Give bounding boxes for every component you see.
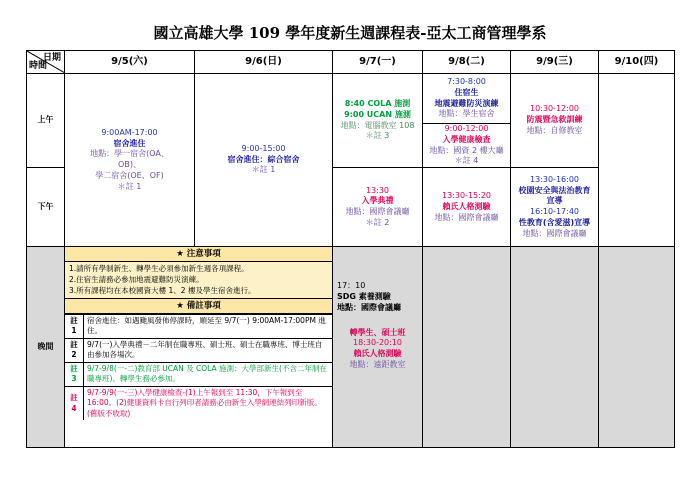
- d98-am2-note: ＊註 4: [454, 156, 479, 166]
- remarks-header: ★ 備註事項: [65, 298, 332, 314]
- notices-list: [65, 262, 332, 298]
- remark-row-2: [65, 338, 332, 362]
- d97-am-loc: 地點：電腦教室 108: [340, 120, 415, 130]
- cell-98-am1: [423, 74, 511, 124]
- d97-am-l2: 9:00 UCAN 施測: [344, 109, 411, 119]
- remark-row-1: [65, 314, 332, 338]
- d98-am1-event2: 地震避難防災演練: [434, 98, 499, 108]
- remark-key-2: 註2: [65, 338, 84, 362]
- cell-99-eve: [511, 247, 599, 448]
- d97-pm-loc: 地點：國際會議廳: [345, 207, 410, 217]
- cell-98-am2: [423, 124, 511, 168]
- cell-96-dorm: [195, 74, 333, 247]
- d96-event: 宿舍進住：綜合宿舍: [227, 154, 300, 164]
- d99-pm-event1b: 宣導: [546, 196, 563, 206]
- d97-pm-time: 13:30: [365, 185, 390, 195]
- d99-am-event: 防震暨急救訓練: [526, 115, 583, 125]
- row-label-morning: 上午: [27, 74, 65, 168]
- day-header-0: 9/5(六): [65, 51, 195, 74]
- d99-pm-loc: 地點：國際會議廳: [522, 228, 587, 238]
- d97-eve-loc: 地點：國際會議廳: [337, 302, 401, 312]
- notice-item-1: 1.請所有學制新生、轉學生必須參加新生週各項課程。: [69, 264, 249, 274]
- cell-97-eve: [333, 247, 423, 448]
- d99-pm-event1: 校園安全與法治教育: [518, 185, 591, 195]
- header-row: [27, 51, 675, 74]
- d95-loc3: 學二宿舍(OE、OF): [95, 170, 164, 180]
- day-header-5: 9/10(四): [599, 51, 675, 74]
- cell-95-dorm: [65, 74, 195, 247]
- d97-eve-event: SDG 素養測驗: [337, 291, 391, 301]
- remark-text-2: 9/7(一)入學典禮－二年制在職專班、碩士班、碩士在職專班、博士班自由參加各場次。: [84, 338, 333, 362]
- d97-eve-time: 17：10: [337, 281, 366, 291]
- cell-97-pm: [333, 168, 423, 247]
- d95-time: 9:00AM-17:00: [101, 127, 158, 137]
- corner-cell: [27, 51, 65, 74]
- d98-am1-time: 7:30-8:00: [447, 76, 486, 86]
- d99-am-loc: 地點：自修教室: [526, 125, 583, 135]
- day-header-4: 9/9(三): [511, 51, 599, 74]
- d99-pm-time1: 13:30-16:00: [530, 174, 579, 184]
- d97-am-l1: 8:40 COLA 施測: [344, 99, 411, 108]
- d97-eve-event3: 賴氏人格測驗: [353, 349, 402, 359]
- notice-item-2: 2.住宿生請務必參加地震避難防災演練。: [69, 275, 204, 285]
- d98-am1-loc: 地點：學生宿舍: [438, 109, 495, 119]
- remark-row-4: [65, 386, 332, 420]
- cell-97-am: [333, 74, 423, 168]
- morning-row: [27, 74, 675, 124]
- d98-am2-event: 入學健康檢查: [442, 134, 491, 144]
- cell-98-eve: [423, 247, 511, 448]
- schedule-table: [26, 50, 675, 448]
- notices-header: ★ 注意事項: [65, 247, 332, 262]
- d98-pm-time: 13:30-15:20: [442, 190, 491, 200]
- d95-loc: 地點：學一宿舍(OA、: [90, 149, 169, 159]
- d99-pm-event2: 性教育(含愛滋)宣導: [518, 217, 591, 227]
- evening-row: [27, 247, 675, 448]
- remark-text-3: 9/7-9/8(一-二)教育部 UCAN 及 COLA 施測：大學部新生(不含二年制在職專班)、轉學生務必參加。: [84, 362, 333, 386]
- cell-99-am: [511, 74, 599, 168]
- d99-pm-time2: 16:10-17:40: [530, 207, 579, 217]
- cell-910-empty: [599, 74, 675, 247]
- d95-loc2: OB)、: [118, 160, 141, 170]
- day-header-1: 9/6(日): [195, 51, 333, 74]
- remark-text-1: 宿舍進住：如遇颱風發佈停課時，順延至 9/7(一) 9:00AM-17:00PM 進住。: [84, 314, 333, 338]
- remark-key-3: 註3: [65, 362, 84, 386]
- d98-am2-time: 9:00-12:00: [444, 124, 489, 133]
- notice-item-3: 3.所有課程均在本校國資大樓 1、2 樓及學生宿舍進行。: [69, 285, 256, 295]
- d97-pm-note: ＊註 2: [365, 217, 390, 227]
- cell-98-pm: [423, 168, 511, 247]
- remarks-table: [65, 314, 332, 421]
- notices-panel: [65, 247, 333, 448]
- corner-time-label: 時間: [29, 60, 48, 71]
- d98-am2-loc: 地點：國資 2 樓大廳: [429, 145, 504, 155]
- row-label-evening: 晚間: [27, 247, 65, 448]
- d95-event: 宿舍進住: [113, 138, 146, 148]
- d97-eve-time2: 18:30-20:10: [353, 338, 402, 348]
- remark-key-4: 註4: [65, 386, 84, 420]
- d98-pm-loc: 地點：國際會議廳: [434, 212, 499, 222]
- d96-note: ＊註 1: [251, 165, 276, 175]
- day-header-2: 9/7(一): [333, 51, 423, 74]
- remark-row-3: [65, 362, 332, 386]
- corner-date-label: 日期: [42, 53, 61, 63]
- d98-am1-event1: 住宿生: [454, 87, 479, 97]
- d96-time: 9:00-15:00: [241, 143, 286, 153]
- day-header-3: 9/8(二): [423, 51, 511, 74]
- d99-am-time: 10:30-12:00: [530, 104, 579, 114]
- d97-pm-event: 入學典禮: [361, 196, 394, 206]
- page-title: 國立高雄大學 109 學年度新生週課程表-亞太工商管理學系: [153, 24, 547, 42]
- d97-eve-loc2: 地點：遠距教室: [349, 359, 406, 369]
- d97-am-note: ＊註 3: [365, 131, 390, 141]
- remark-text-4: 9/7-9/9(一-三)入學健康檢查-(1)上午報到至 11:30，下午報到至 16:00。(2)健康資料卡自行列印者請務必由新生入學網連結列印新版。(舊版不收取): [84, 386, 333, 420]
- d98-pm-event: 賴氏人格測驗: [442, 201, 491, 211]
- row-label-afternoon: 下午: [27, 168, 65, 247]
- cell-99-pm: [511, 168, 599, 247]
- cell-910-eve: [599, 247, 675, 448]
- d97-eve-event2: 轉學生、碩士班: [349, 327, 406, 337]
- d95-note: ＊註 1: [117, 181, 142, 191]
- remark-key-1: 註1: [65, 314, 84, 338]
